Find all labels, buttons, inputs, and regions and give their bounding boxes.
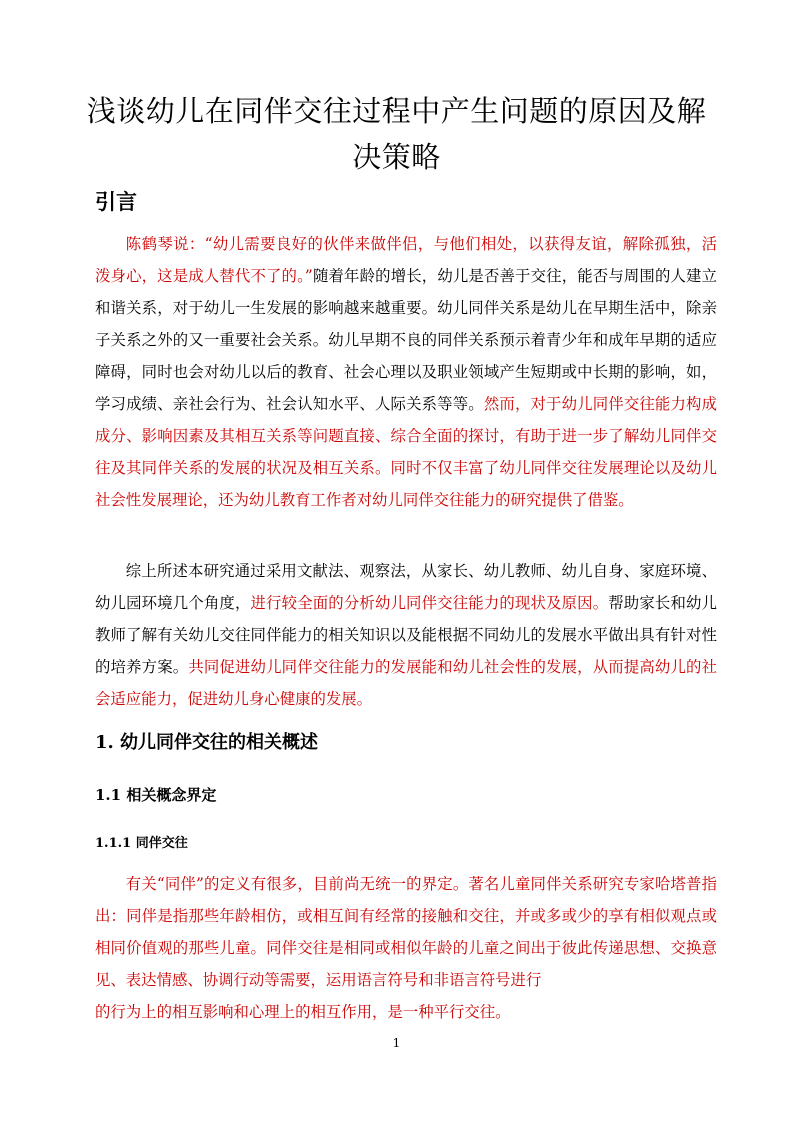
section-heading-1-1-1: 1.1.1 同伴交往	[95, 836, 188, 851]
intro-heading: 引言	[95, 190, 137, 214]
p2-seg-0: 综上所述本研究通过采用文献法、观察法，从家长、幼儿教师、幼儿自身、家庭环境、幼儿园环境几个角度，	[95, 562, 717, 612]
title-line-2: 决策略	[352, 140, 441, 174]
document-title	[80, 88, 713, 180]
title-line-1: 浅谈幼儿在同伴交往过程中产生问题的原因及解	[86, 94, 707, 128]
p1-seg-0: 陈鹤琴说：“幼儿需要良好的伙伴来做伴侣，与他们相处，以获得友谊，解除孤独，活泼身心，这是成人替代不了的。”	[95, 235, 717, 285]
section-paragraph-1-cont	[95, 996, 717, 1028]
p3-line-2: 的行为上的相互影响和心理上的相互作用，是一种平行交往。	[95, 1003, 511, 1021]
page-number: 1	[392, 1036, 401, 1050]
p1-seg-1: 随着年龄的增长，幼儿是否善于交往，能否与周围的人建立和谐关系，对于幼儿一生发展的影响越来越重要。幼儿同伴关系是幼儿在早期生活中，除亲子关系之外的又一重要社会关系。幼儿早期不良的同伴关系预示着青少年和成年早期的适应障碍，同时也会对幼儿以后的教育、社会心理以及职业领域产生短期或中长期的影响，如，学习成绩、亲社会行为、社会认知水平、人际关系等等。	[95, 267, 717, 413]
section-heading-1-1: 1.1 相关概念界定	[95, 786, 217, 804]
section-paragraph-1	[95, 868, 717, 996]
p2-seg-2: 帮助家长和幼儿教师了解有关幼儿交往同伴能力的相关知识以及能根据不同幼儿的发展水平做出具有针对性的培养方案。	[95, 594, 717, 676]
intro-paragraph-2	[95, 555, 717, 715]
intro-paragraph-1	[95, 228, 717, 516]
p2-seg-1: 进行较全面的分析幼儿同伴交往能力的现状及原因。	[250, 594, 609, 612]
p2-seg-3: 共同促进幼儿同伴交往能力的发展能和幼儿社会性的发展，从而提高幼儿的社会适应能力，促进幼儿身心健康的发展。	[95, 658, 717, 708]
section-heading-1: 1. 幼儿同伴交往的相关概述	[95, 732, 319, 753]
p1-seg-2: 然而，对于幼儿同伴交往能力构成成分、影响因素及其相互关系等问题直接、综合全面的探讨，有助于进一步了解幼儿同伴交往及其同伴关系的发展的状况及相互关系。同时不仅丰富了幼儿同伴交往发展理论以及幼儿社会性发展理论，还为幼儿教育工作者对幼儿同伴交往能力的研究提供了借鉴。	[95, 395, 717, 509]
p3-line-1: 有关“同伴”的定义有很多，目前尚无统一的界定。著名儿童同伴关系研究专家哈塔普指出：同伴是指那些年龄相仿，或相互间有经常的接触和交往，并或多或少的享有相似观点或相同价值观的那些儿童。同伴交往是相同或相似年龄的儿童之间出于彼此传递思想、交换意见、表达情感、协调行动等需要，运用语言符号和非语言符号进行	[95, 875, 717, 989]
